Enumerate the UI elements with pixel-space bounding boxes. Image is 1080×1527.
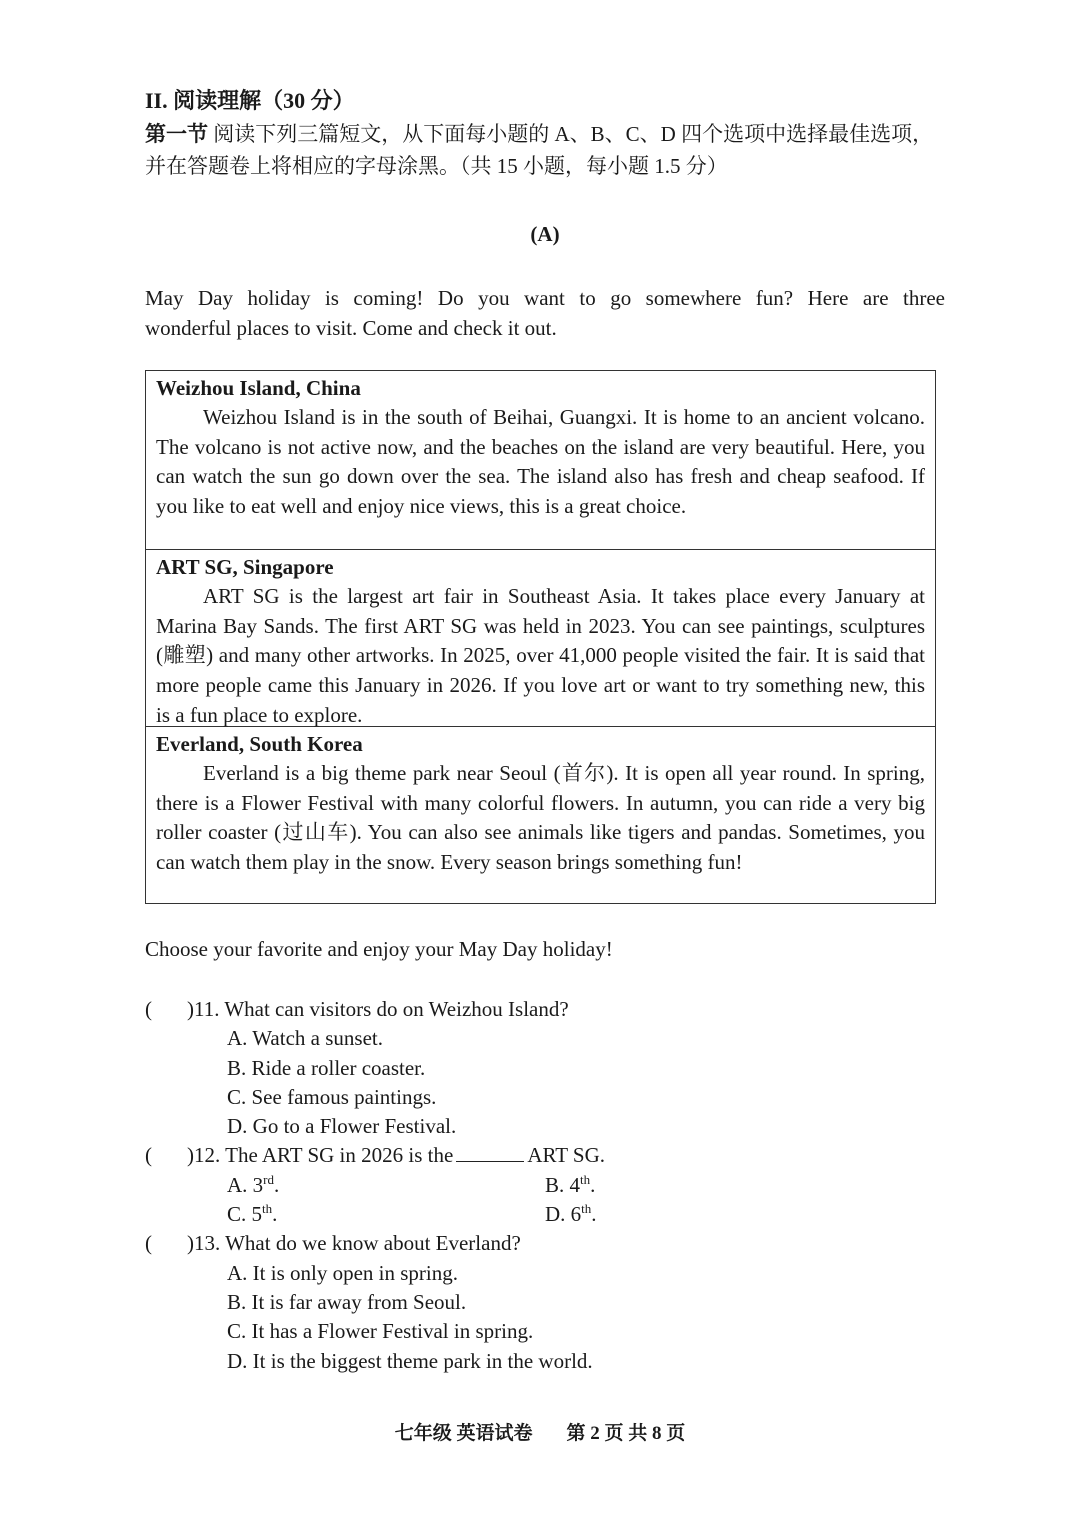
place-cell-art-sg: [146, 549, 935, 726]
question-13: [145, 1229, 945, 1375]
passage-intro-line-2: wonderful places to visit. Come and check it out.: [145, 316, 557, 340]
option-d: D. Go to a Flower Festival.: [227, 1114, 457, 1139]
place-name: Weizhou Island, China: [156, 376, 361, 400]
instruction-text: 阅读下列三篇短文，从下面每小题的 A、B、C、D 四个选项中选择最佳选项，并在答题卷上将相应的字母涂黑。（共 15 小题，每小题 1.5 分）: [145, 122, 934, 178]
option-b: B. 4th.: [545, 1171, 596, 1197]
answer-bracket: (: [145, 1231, 152, 1256]
passage-closing: Choose your favorite and enjoy your May Day holiday!: [145, 937, 613, 961]
question-11: [145, 995, 945, 1141]
place-description: Everland is a big theme park near Seoul (首尔). It is open all year round. In spring, there is a Flower Festival with many colorful flowers. In autumn, you can ride a very big roller coaster (过山车). You can also see animals like tigers and pandas. Sometimes, you can watch them play in the snow. Every season brings something fun!: [156, 761, 925, 875]
page-footer: [0, 1418, 1080, 1445]
option-d: D. 6th.: [545, 1201, 597, 1227]
place-description: ART SG is the largest art fair in Southeast Asia. It takes place every January at Marina Bay Sands. The first ART SG was held in 2023. You can see paintings, sculptures (雕塑) and many other artworks. In 2025, over 41,000 people visited the fair. It is said that more people came this January in 2026. If you love art or want to try something new, this is a fun place to explore.: [156, 584, 925, 727]
question-stem-start: )12. The ART SG in 2026 is the: [187, 1143, 454, 1168]
option-b: B. It is far away from Seoul.: [227, 1289, 467, 1314]
section-instruction: [145, 118, 950, 182]
question-stem: )11. What can visitors do on Weizhou Island?: [187, 997, 569, 1021]
question-12: [145, 1141, 945, 1229]
option-a: A. It is only open in spring.: [227, 1260, 458, 1285]
instruction-part-label: 第一节: [145, 122, 208, 146]
question-stem: [187, 1141, 605, 1170]
answer-bracket: (: [145, 1143, 152, 1168]
option-a: A. Watch a sunset.: [227, 1026, 383, 1051]
paper-title: 七年级 英语试卷: [394, 1423, 533, 1444]
option-a: A. 3rd.: [227, 1171, 280, 1197]
place-cell-everland: [146, 726, 935, 903]
passage-intro-line-1: May Day holiday is coming! Do you want to go somewhere fun? Here are three: [145, 286, 945, 310]
fill-in-blank: [456, 1141, 524, 1162]
option-c: C. 5th.: [227, 1201, 278, 1227]
option-d: D. It is the biggest theme park in the world.: [227, 1348, 593, 1373]
question-list: [145, 995, 945, 1376]
option-c: C. It has a Flower Festival in spring.: [227, 1319, 534, 1344]
option-c: C. See famous paintings.: [227, 1084, 437, 1109]
place-description: Weizhou Island is in the south of Beihai, Guangxi. It is home to an ancient volcano. The volcano is not active now, and the beaches on the island are very beautiful. Here, you can watch the sun go down over the sea. The island also has fresh and cheap seafood. If you like to eat well and enjoy nice views, this is a great choice.: [156, 405, 925, 519]
passage-intro: [145, 283, 945, 343]
answer-bracket: (: [145, 997, 152, 1021]
passage-label: (A): [530, 222, 560, 246]
place-name: Everland, South Korea: [156, 732, 363, 756]
place-cell-weizhou: [146, 371, 935, 549]
question-stem-end: ART SG.: [527, 1143, 606, 1168]
page-number: 第 2 页 共 8 页: [566, 1423, 686, 1444]
places-table: [145, 370, 936, 904]
section-title: II. 阅读理解（30 分）: [145, 88, 355, 113]
option-b: B. Ride a roller coaster.: [227, 1055, 426, 1080]
question-stem: )13. What do we know about Everland?: [187, 1231, 521, 1256]
place-name: ART SG, Singapore: [156, 555, 334, 579]
